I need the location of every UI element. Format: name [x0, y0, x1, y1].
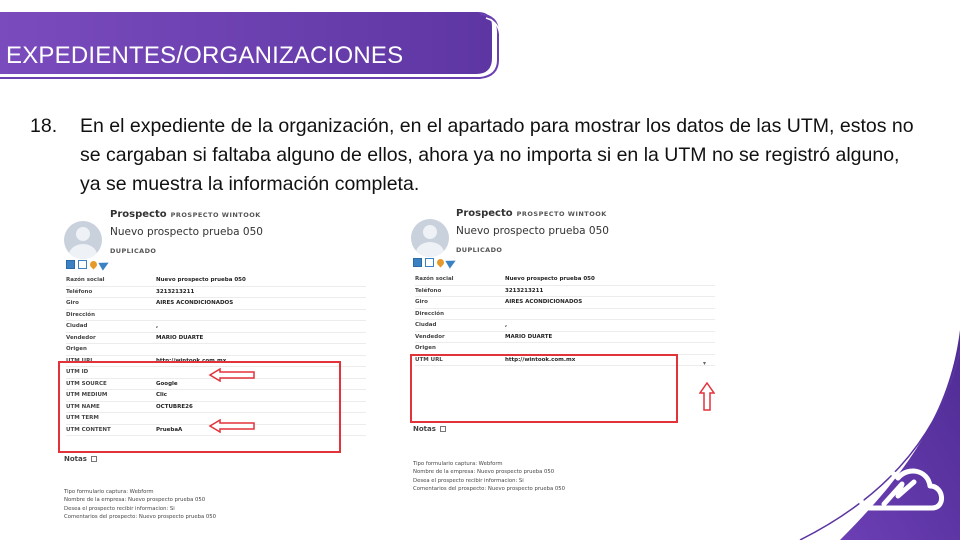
row-value: Google — [156, 380, 178, 387]
table-row — [66, 287, 366, 299]
info-line: Desea el prospecto recibir informacion: Si — [64, 505, 175, 512]
row-label: UTM NAME — [66, 403, 100, 410]
item-description: En el expediente de la organización, en el apartado para mostrar los datos de las UTM, estos no se cargaban si faltaba alguno de ellos, ahora ya no importa si en la UTM no se registró alguno, ya se muestra la información completa. — [80, 115, 914, 195]
row-label: UTM URL — [415, 356, 443, 363]
row-label: Ciudad — [415, 322, 437, 328]
prospect-tag: PROSPECTO WINTOOK — [516, 210, 607, 218]
form-info — [413, 460, 565, 493]
status-badge: DUPLICADO — [110, 247, 157, 255]
table-row — [66, 298, 366, 310]
table-row — [415, 309, 715, 321]
row-label: Vendedor — [415, 333, 445, 340]
title-banner — [0, 12, 500, 76]
notes-label: Notas — [413, 425, 436, 433]
row-label: Teléfono — [66, 288, 93, 295]
info-line: Tipo formulario captura: Webform — [413, 461, 503, 467]
table-row — [66, 333, 366, 345]
row-value: , — [505, 322, 508, 328]
prospect-tag: PROSPECTO WINTOOK — [170, 211, 261, 219]
scroll-marker: ▾ — [703, 360, 707, 367]
row-label: Ciudad — [66, 323, 88, 329]
info-line: Tipo formulario captura: Webform — [64, 489, 154, 495]
send-icon[interactable] — [445, 256, 457, 268]
row-label: UTM ID — [66, 369, 89, 375]
item-number: 18. — [30, 115, 58, 137]
table-row — [66, 344, 366, 356]
corner-decoration — [760, 290, 960, 540]
row-label: Giro — [66, 300, 79, 306]
table-row — [66, 275, 366, 287]
row-label: Dirección — [66, 311, 95, 318]
info-line: Comentarios del prospecto: Nuevo prospecto prueba 050 — [413, 485, 566, 492]
table-row — [415, 286, 715, 298]
arrow-up-icon — [699, 382, 715, 412]
info-line: Nombre de la empresa: Nuevo prospecto prueba 050 — [64, 497, 206, 504]
table-row — [415, 320, 715, 332]
row-value: AIRES ACONDICIONADOS — [505, 299, 583, 305]
row-value: PruebaA — [156, 426, 183, 433]
table-row — [66, 321, 366, 333]
info-line: Comentarios del prospecto: Nuevo prospecto prueba 050 — [64, 513, 217, 520]
row-label: Origen — [66, 346, 87, 352]
prospect-name: Nuevo prospecto prueba 050 — [456, 225, 609, 237]
details-table — [415, 274, 715, 366]
image-icon[interactable] — [413, 258, 422, 267]
table-row — [415, 274, 715, 286]
notes-label: Notas — [64, 455, 87, 463]
row-value: AIRES ACONDICIONADOS — [156, 300, 234, 306]
avatar — [64, 221, 102, 259]
row-value: , — [156, 323, 159, 329]
row-value: OCTUBRE26 — [156, 403, 193, 410]
row-value: http://wintook.com.mx — [156, 357, 227, 364]
table-row — [415, 332, 715, 344]
table-row — [415, 297, 715, 309]
notes-section[interactable] — [64, 455, 97, 463]
row-label: Origen — [415, 345, 436, 351]
image-icon[interactable] — [66, 260, 75, 269]
row-value: 3213213211 — [505, 287, 544, 294]
row-label: Razón social — [415, 276, 454, 282]
location-pin-icon[interactable] — [436, 258, 446, 268]
send-icon[interactable] — [98, 258, 110, 270]
prospect-label: Prospecto — [110, 209, 167, 220]
row-label: UTM TERM — [66, 415, 99, 421]
prospect-header — [110, 209, 261, 220]
info-line: Nombre de la empresa: Nuevo prospecto prueba 050 — [413, 469, 555, 476]
location-pin-icon[interactable] — [89, 260, 99, 270]
row-value: MARIO DUARTE — [505, 333, 553, 340]
notes-icon[interactable] — [440, 426, 446, 432]
prospect-name: Nuevo prospecto prueba 050 — [110, 226, 263, 238]
page-title: EXPEDIENTES/ORGANIZACIONES — [6, 42, 404, 69]
status-badge: DUPLICADO — [456, 246, 503, 254]
table-row — [415, 343, 715, 355]
row-label: Giro — [415, 299, 428, 305]
row-label: UTM MEDIUM — [66, 392, 108, 398]
row-value: MARIO DUARTE — [156, 334, 204, 341]
row-label: UTM URL — [66, 357, 94, 364]
row-value: 3213213211 — [156, 288, 195, 295]
edit-icon[interactable] — [78, 260, 87, 269]
row-value: http://wintook.com.mx — [505, 356, 576, 363]
row-value: Nuevo prospecto prueba 050 — [156, 277, 246, 283]
action-icons — [413, 258, 459, 268]
avatar — [411, 219, 449, 257]
row-label: Dirección — [415, 310, 444, 317]
info-line: Desea el prospecto recibir informacion: Si — [413, 477, 524, 484]
row-value: Nuevo prospecto prueba 050 — [505, 276, 595, 282]
prospect-header — [456, 208, 607, 219]
prospect-label: Prospecto — [456, 208, 513, 219]
screenshot-before — [60, 205, 380, 535]
row-label: UTM CONTENT — [66, 426, 111, 433]
notes-icon[interactable] — [91, 456, 97, 462]
notes-section[interactable] — [413, 425, 446, 433]
arrow-left-icon — [208, 368, 258, 382]
utm-highlight-box — [58, 361, 341, 453]
arrow-left-icon — [208, 419, 258, 433]
row-label: Teléfono — [415, 287, 442, 294]
table-row — [66, 310, 366, 322]
form-info — [64, 488, 216, 521]
action-icons — [66, 260, 112, 270]
row-label: Vendedor — [66, 334, 96, 341]
row-label: Razón social — [66, 277, 105, 283]
row-value: Clic — [156, 392, 168, 398]
row-label: UTM SOURCE — [66, 380, 107, 387]
screenshot-after — [407, 205, 727, 505]
utm-highlight-box — [410, 354, 678, 423]
edit-icon[interactable] — [425, 258, 434, 267]
